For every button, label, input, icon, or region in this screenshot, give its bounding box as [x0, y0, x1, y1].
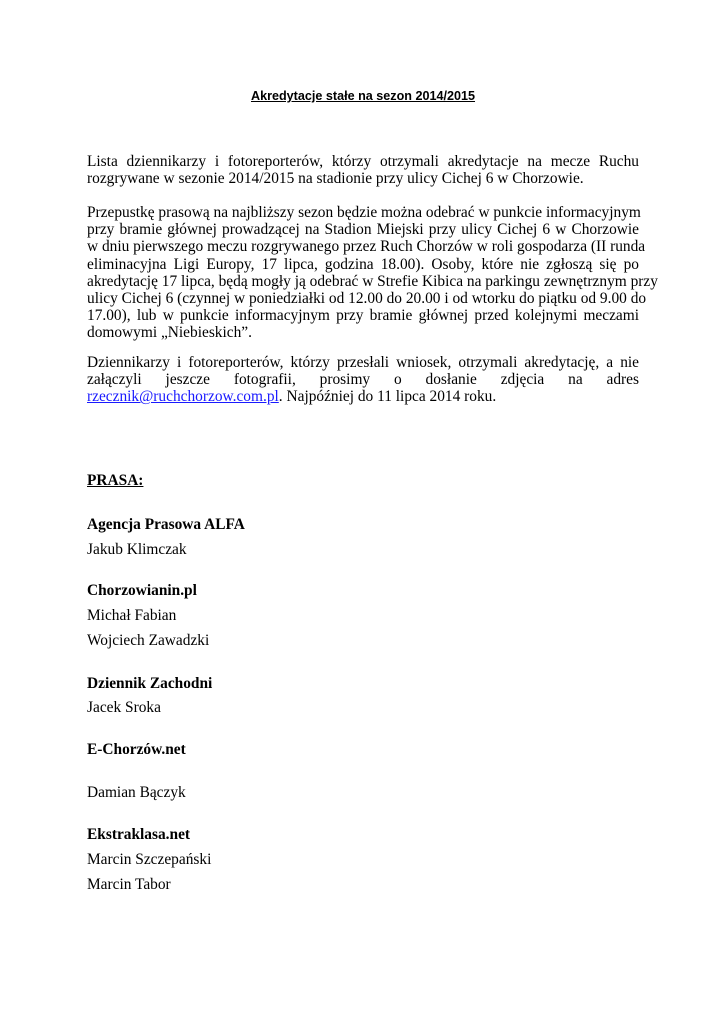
deadline-text: . Najpóźniej do 11 lipca 2014 roku.	[278, 388, 497, 406]
journalist-name: Damian Bączyk	[87, 784, 186, 801]
paragraph-line: 17.00), lub w punkcie informacyjnym przy bramie głównej przed kolejnymi meczami	[87, 307, 639, 325]
paragraph-line: rozgrywane w sezonie 2014/2015 na stadionie przy ulicy Cichej 6 w Chorzowie.	[87, 170, 584, 188]
outlet-name: E-Chorzów.net	[87, 741, 186, 758]
paragraph-line: w dniu pierwszego meczu rozgrywanego przez Ruch Chorzów w roli gospodarza (II runda	[87, 238, 646, 256]
paragraph-line-email	[87, 388, 639, 405]
paragraph-line: ulicy Cichej 6 (czynnej w poniedziałki od 12.00 do 20.00 i od wtorku do piątku od 9.00 do	[87, 290, 647, 308]
paragraph-line: Dziennikarzy i fotoreporterów, którzy przesłali wniosek, otrzymali akredytację, a nie	[87, 354, 639, 371]
outlet-name: Ekstraklasa.net	[87, 826, 191, 843]
outlet-name: Agencja Prasowa ALFA	[87, 516, 245, 533]
photo-request-paragraph	[87, 354, 639, 406]
journalist-name: Marcin Szczepański	[87, 851, 212, 868]
paragraph-line: akredytację 17 lipca, będą mogły ją odebrać w Strefie Kibica na parkingu zewnętrznym przy	[87, 272, 658, 290]
paragraph-line: domowymi „Niebieskich”.	[87, 324, 252, 342]
journalist-name: Wojciech Zawadzki	[87, 632, 210, 649]
journalist-name: Michał Fabian	[87, 607, 177, 624]
paragraph-line: Przepustkę prasową na najbliższy sezon będzie można odebrać w punkcie informacyjnym	[87, 204, 641, 221]
journalist-name: Marcin Tabor	[87, 876, 171, 893]
email-link[interactable]: rzecznik@ruchchorzow.com.pl	[87, 388, 279, 406]
paragraph-line: załączyli jeszcze fotografii, prosimy o dosłanie zdjęcia na adres	[87, 371, 639, 389]
outlet-name: Chorzowianin.pl	[87, 582, 197, 599]
paragraph-line: eliminacyjna Ligi Europy, 17 lipca, godzina 18.00). Osoby, które nie zgłoszą się po	[87, 255, 639, 273]
paragraph-line: przy bramie głównej prowadzącej na Stadion Miejski przy ulicy Cichej 6 w Chorzowie	[87, 221, 639, 239]
paragraph-line: Lista dziennikarzy i fotoreporterów, którzy otrzymali akredytacje na mecze Ruchu	[87, 153, 639, 170]
journalist-name: Jacek Sroka	[87, 699, 161, 716]
section-heading-prasa: PRASA:	[87, 472, 144, 489]
intro-paragraph	[87, 153, 639, 187]
outlet-name: Dziennik Zachodni	[87, 675, 213, 692]
pickup-info-paragraph	[87, 204, 658, 342]
document-title: Akredytacje stałe na sezon 2014/2015	[250, 89, 476, 103]
journalist-name: Jakub Klimczak	[87, 541, 187, 558]
